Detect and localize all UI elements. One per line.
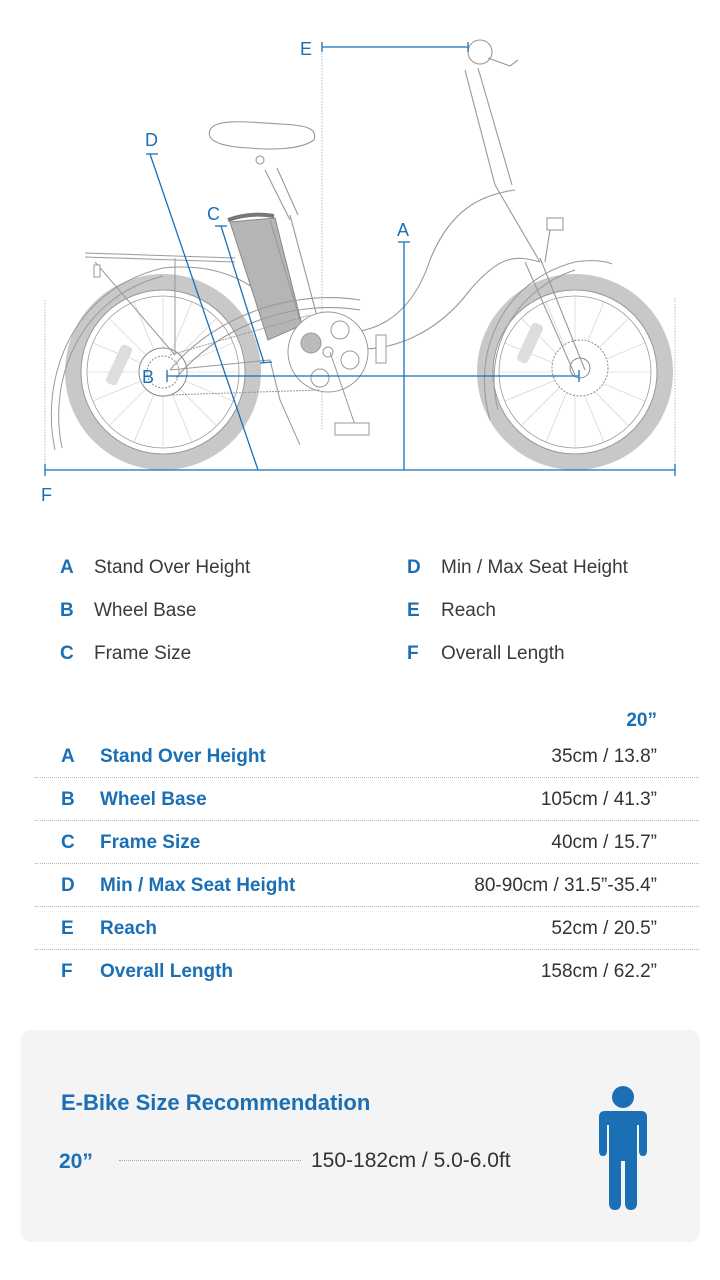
table-row: F Overall Length 158cm / 62.2” [61,961,657,982]
rider-height-range: 150-182cm / 5.0-6.0ft [311,1149,511,1172]
dimension-label-b: B [142,367,155,387]
table-row: D Min / Max Seat Height 80-90cm / 31.5”-35.4” [35,863,699,907]
dimension-label-c: C [207,204,220,224]
table-row: E Reach 52cm / 20.5” [35,906,699,950]
legend-item-d: D Min / Max Seat Height [407,557,628,578]
table-row: B Wheel Base 105cm / 41.3” [35,777,699,821]
legend-item-a: A Stand Over Height [60,557,251,578]
legend-item-b: B Wheel Base [60,600,197,621]
size-recommendation-card [21,1030,700,1242]
dimension-label-e: E [300,39,313,59]
table-row: C Frame Size 40cm / 15.7” [35,820,699,864]
rear-wheel [65,274,261,470]
recommended-size: 20” [59,1150,93,1173]
dimension-label-d: D [145,130,158,150]
size-column-header: 20” [626,710,657,731]
legend-item-c: C Frame Size [60,643,192,664]
dotted-leader [119,1160,301,1161]
dimension-label-f: F [41,485,52,505]
legend-item-e: E Reach [407,600,496,621]
bike-geometry-diagram [0,0,720,520]
dimension-label-a: A [397,220,410,240]
front-wheel [477,274,673,470]
legend-item-f: F Overall Length [407,643,565,664]
table-row: A Stand Over Height 35cm / 13.8” [35,734,699,778]
recommendation-title: E-Bike Size Recommendation [61,1090,371,1115]
person-icon [597,1085,649,1211]
bike-illustration [0,0,720,520]
